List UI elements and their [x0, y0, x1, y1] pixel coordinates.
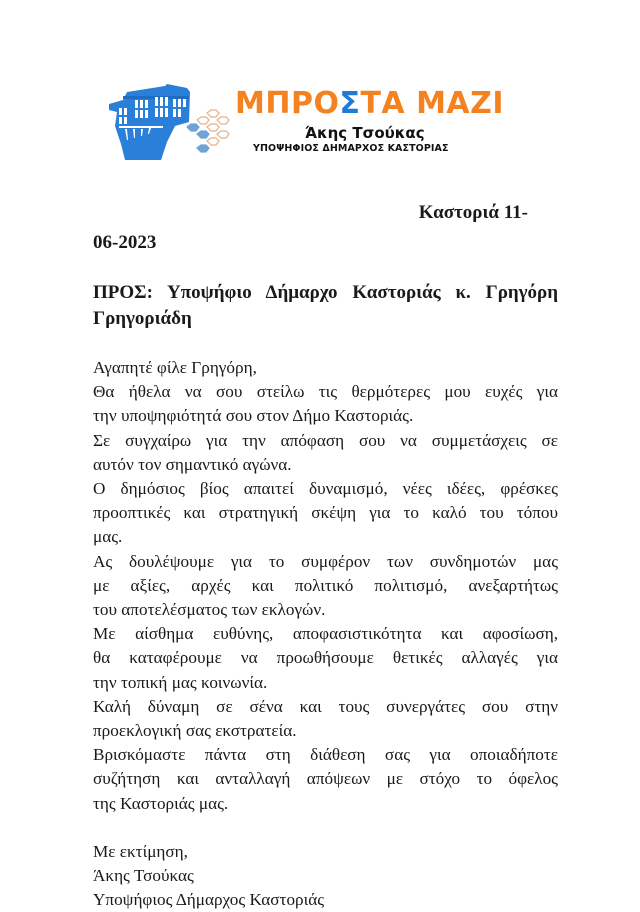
signature-title: Υποψήφιος Δήμαρχος Καστοριάς	[93, 890, 325, 910]
paragraph-line: Ο δημόσιος βίος απαιτεί δυναμισμό, νέες ιδέες, φρέσκες	[93, 479, 558, 499]
paragraph-line: του αποτελέσματος των εκλογών.	[93, 600, 326, 620]
logo-title-sigma: Σ	[339, 86, 361, 121]
paragraphs	[93, 380, 558, 816]
paragraph	[93, 477, 558, 550]
paragraph-line: της Καστοριάς μας.	[93, 793, 229, 813]
paragraph-line: θα καταφέρουμε να προωθήσουμε θετικές αλλαγές για	[93, 648, 558, 668]
closing-block	[93, 840, 558, 912]
letter-text	[93, 356, 558, 816]
closing-phrase: Με εκτίμηση,	[93, 841, 188, 861]
greeting: Αγαπητέ φίλε Γρηγόρη,	[93, 358, 257, 377]
paragraph-line: μας.	[93, 527, 123, 547]
paragraph-line: προοπτικές και στρατηγική σκέψη για το καλό του τόπου	[93, 503, 558, 523]
campaign-logo	[105, 82, 505, 162]
paragraph-line: Με αίσθημα ευθύνης, αποφασιστικότητα και αφοσίωση,	[93, 624, 558, 644]
recipient-line-2: Γρηγοριάδη	[93, 308, 192, 329]
mansion-hexagon-logo-icon	[105, 82, 235, 162]
paragraph-line: με αξίες, αρχές και πολιτικό πολιτισμό, ανεξαρτήτως	[93, 575, 558, 595]
logo-title-part2: ΤΑ ΜΑΖΙ	[360, 86, 505, 121]
paragraph	[93, 429, 558, 477]
recipient	[93, 280, 558, 332]
recipient-line-1: ΠΡΟΣ: Υποψήφιο Δήμαρχο Καστοριάς κ. Γρηγόρη	[93, 282, 558, 303]
paragraph	[93, 743, 558, 816]
date-line-2: 06-2023	[93, 232, 157, 253]
logo-subtitle: ΥΠΟΨΗΦΙΟΣ ΔΗΜΑΡΧΟΣ ΚΑΣΤΟΡΙΑΣ	[253, 143, 449, 154]
logo-title	[235, 86, 504, 121]
paragraph-line: αυτόν τον σημαντικό αγώνα.	[93, 454, 292, 474]
paragraph-line: Σε συγχαίρω για την απόφαση σου να συμμετάσχεις σε	[93, 430, 558, 450]
date-line-1: Καστοριά 11-	[418, 202, 528, 223]
letter-body	[93, 200, 558, 912]
paragraph-line: Θα ήθελα να σου στείλω τις θερμότερες μου ευχές για	[93, 382, 558, 402]
paragraph-line: Βρισκόμαστε πάντα στη διάθεση σας για οποιαδήποτε	[93, 745, 558, 765]
paragraph-line: Καλή δύναμη σε σένα και τους συνεργάτες σου στην	[93, 696, 558, 716]
paragraph-line: προεκλογική σας εκστρατεία.	[93, 721, 297, 741]
paragraph-line: συζήτηση και ανταλλαγή απόψεων με στόχο το όφελος	[93, 769, 558, 789]
paragraph	[93, 622, 558, 695]
logo-title-part1: ΜΠΡΟ	[235, 86, 340, 121]
paragraph	[93, 380, 558, 428]
paragraph	[93, 695, 558, 743]
paragraph	[93, 550, 558, 623]
signature-name: Άκης Τσούκας	[93, 866, 194, 886]
paragraph-line: Ας δουλέψουμε για το συμφέρον των συνδημοτών μας	[93, 551, 558, 571]
paragraph-line: την υποψηφιότητά σου στον Δήμο Καστοριάς.	[93, 406, 414, 426]
paragraph-line: την τοπική μας κοινωνία.	[93, 672, 268, 692]
logo-candidate-name: Άκης Τσούκας	[305, 124, 425, 142]
